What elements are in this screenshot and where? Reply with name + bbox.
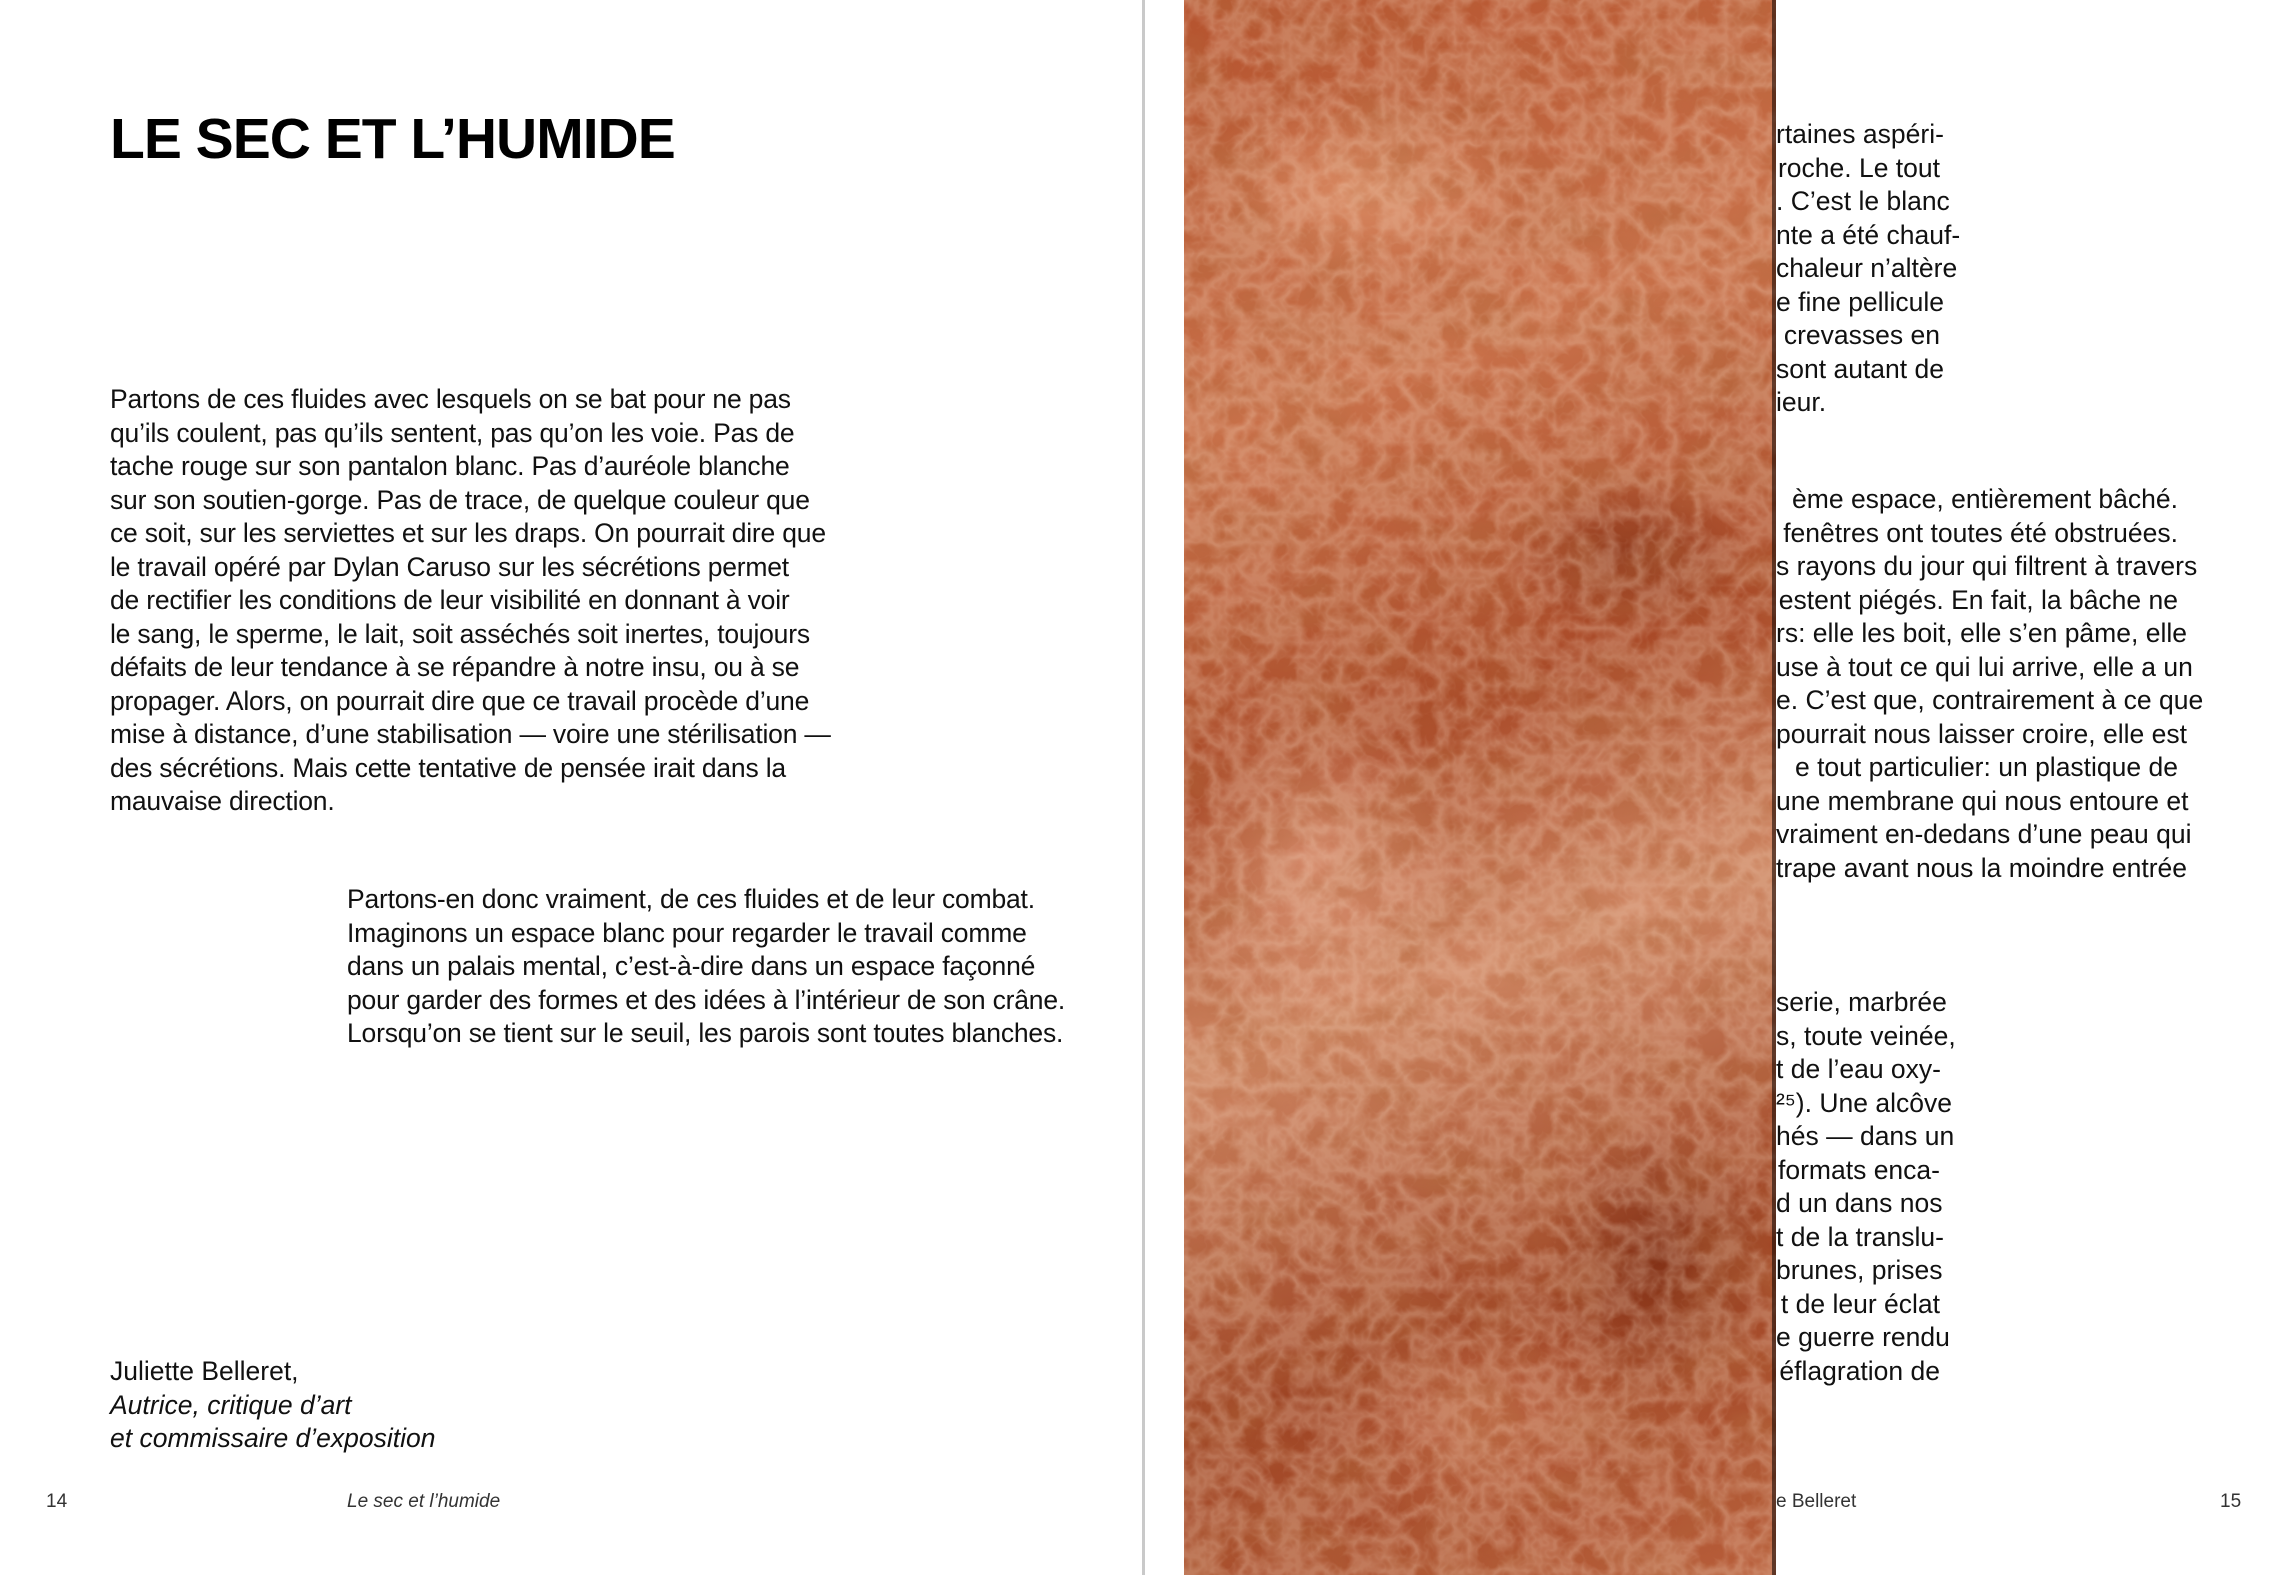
text-line: trape avant nous la moindre entrée (1776, 852, 2188, 883)
right-column-bottom (1776, 986, 1956, 1388)
text-line: pourrait nous laisser croire, elle est (1776, 718, 2187, 749)
artwork-edge (1772, 0, 1776, 1575)
text-line: roche. Le tout (1777, 152, 1940, 183)
text-line: le sang, le sperme, le lait, soit asséchés soit inertes, toujours (110, 618, 810, 649)
text-line: Partons-en donc vraiment, de ces fluides et de leur combat. (347, 884, 1035, 914)
right-column-top (1776, 118, 1961, 420)
article-title: LE SEC ET L’HUMIDE (110, 107, 675, 171)
author-name: Juliette Belleret, (110, 1356, 299, 1386)
text-line: e guerre rendu (1776, 1322, 1950, 1352)
text-line: ce soit, sur les serviettes et sur les draps. On pourrait dire que (110, 518, 826, 548)
text-line: . C’est le blanc (1776, 186, 1950, 216)
author-role: et commissaire d’exposition (110, 1423, 436, 1453)
text-line: pour garder des formes et des idées à l’intérieur de son crâne. (347, 984, 1066, 1015)
text-line: Lorsqu’on se tient sur le seuil, les parois sont toutes blanches. (347, 1018, 1064, 1048)
page-number-right: 15 (2220, 1491, 2242, 1512)
text-line: mauvaise direction. (110, 786, 335, 816)
text-line: t de leur éclat (1780, 1288, 1940, 1319)
text-line: t de la translu- (1776, 1221, 1944, 1252)
text-line: éflagration de (1779, 1355, 1940, 1386)
text-line: ieur. (1776, 387, 1827, 417)
running-author: e Belleret (1776, 1491, 1857, 1512)
text-line: s, toute veinée, (1776, 1020, 1956, 1051)
text-line: vraiment en-dedans d’une peau qui (1776, 819, 2192, 849)
author-role: Autrice, critique d’art (110, 1389, 352, 1420)
text-line: propager. Alors, on pourrait dire que ce travail procède d’une (110, 685, 810, 716)
text-line: use à tout ce qui lui arrive, elle a un (1776, 651, 2193, 682)
text-line: serie, marbrée (1776, 987, 1947, 1017)
text-line: d un dans nos (1776, 1188, 1943, 1218)
text-line: Imaginons un espace blanc pour regarder le travail comme (347, 917, 1027, 948)
text-line: crevasses en (1783, 320, 1940, 350)
text-line: sont autant de (1776, 353, 1944, 384)
text-line: sur son soutien-gorge. Pas de trace, de quelque couleur que (110, 484, 810, 515)
text-line: estent piégés. En fait, la bâche ne (1778, 584, 2178, 615)
page-number-left: 14 (46, 1491, 68, 1512)
text-line: e tout particulier: un plastique de (1794, 752, 2178, 782)
right-column-middle (1776, 483, 2204, 885)
text-line: t de l’eau oxy- (1776, 1054, 1941, 1084)
text-line: ème espace, entièrement bâché. (1792, 484, 2178, 514)
author-signature (110, 1355, 436, 1456)
second-paragraph (347, 883, 1065, 1051)
text-line: rs: elle les boit, elle s’en pâme, elle (1776, 618, 2187, 648)
text-line: de rectifier les conditions de leur visibilité en donnant à voir (110, 585, 790, 615)
text-line: hés — dans un (1776, 1121, 1955, 1151)
text-line: s rayons du jour qui filtrent à travers (1776, 551, 2198, 581)
text-line: tache rouge sur son pantalon blanc. Pas d’auréole blanche (110, 451, 790, 481)
text-line: rtaines aspéri- (1776, 119, 1944, 149)
text-line: une membrane qui nous entoure et (1776, 785, 2189, 816)
text-line: défaits de leur tendance à se répandre à notre insu, ou à se (110, 652, 800, 682)
text-line: chaleur n’altère (1776, 253, 1958, 283)
text-line: ²⁵). Une alcôve (1776, 1087, 1952, 1118)
text-line: mise à distance, d’une stabilisation — voire une stérilisation — (110, 719, 831, 749)
running-title: Le sec et l’humide (347, 1491, 501, 1512)
text-line: le travail opéré par Dylan Caruso sur les sécrétions permet (110, 551, 789, 582)
text-line: nte a été chauf- (1776, 219, 1961, 250)
text-line: dans un palais mental, c’est-à-dire dans un espace façonné (347, 951, 1036, 981)
text-line: fenêtres ont toutes été obstruées. (1783, 517, 2178, 548)
text-line: e fine pellicule (1776, 286, 1944, 317)
artwork-image (1184, 0, 1776, 1575)
text-line: e. C’est que, contrairement à ce que (1776, 685, 2204, 715)
text-line: brunes, prises (1776, 1255, 1943, 1285)
text-line: formats enca- (1777, 1154, 1940, 1185)
text-line: qu’ils coulent, pas qu’ils sentent, pas qu’on les voie. Pas de (110, 417, 795, 448)
intro-paragraph (110, 383, 831, 819)
text-line: Partons de ces fluides avec lesquels on se bat pour ne pas (110, 384, 791, 414)
text-line: des sécrétions. Mais cette tentative de pensée irait dans la (110, 752, 786, 783)
artwork-texture (1184, 0, 1776, 1575)
